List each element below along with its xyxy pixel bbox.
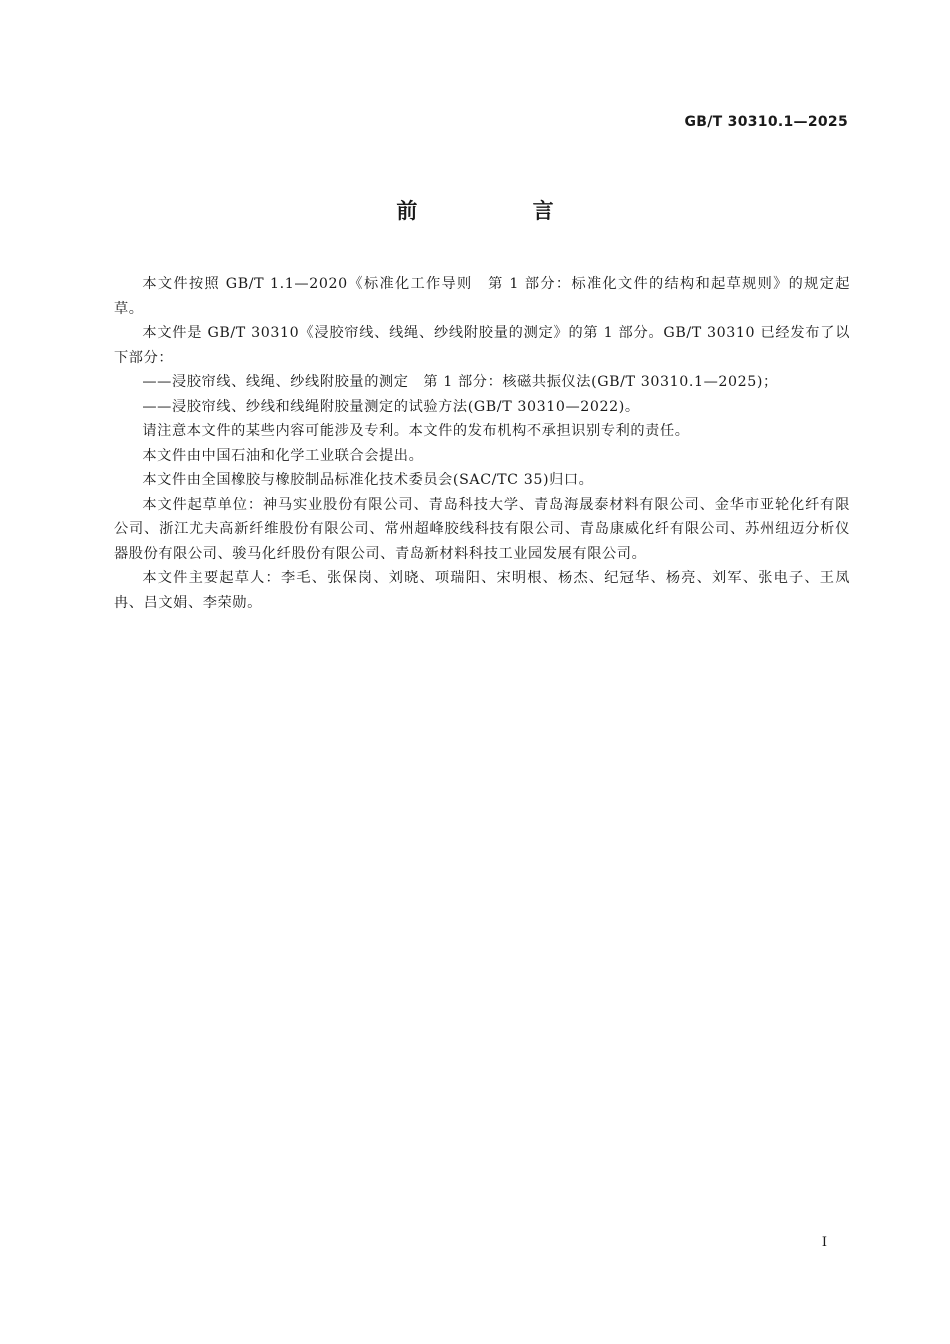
page-number: I — [821, 1235, 827, 1250]
paragraph-drafting-rules: 本文件按照 GB/T 1.1—2020《标准化工作导则 第 1 部分：标准化文件的结构和起草规则》的规定起草。 — [114, 276, 850, 317]
paragraph-part-1: ——浸胶帘线、线绳、纱线附胶量的测定 第 1 部分：核磁共振仪法(GB/T 30310.1—2025)； — [142, 374, 778, 390]
page-title: 前 言 — [396, 199, 608, 223]
paragraph-drafting-units: 本文件起草单位：神马实业股份有限公司、青岛科技大学、青岛海晟泰材料有限公司、金华市亚轮化纤有限公司、浙江尤夫高新纤维股份有限公司、常州超峰胶线科技有限公司、青岛康威化纤有限公司、苏州纽迈分析仪器股份有限公司、骏马化纤股份有限公司、青岛新材料科技工业园发展有限公司。 — [114, 496, 850, 562]
paragraph-proposed-by: 本文件由中国石油和化学工业联合会提出。 — [142, 447, 424, 464]
paragraph-patent-notice: 请注意本文件的某些内容可能涉及专利。本文件的发布机构不承担识别专利的责任。 — [142, 423, 690, 439]
paragraph-drafters: 本文件主要起草人：李毛、张保岗、刘晓、项瑞阳、宋明根、杨杰、纪冠华、杨亮、刘军、张电子、王凤冉、吕文娟、李荣勋。 — [114, 570, 850, 611]
paragraph-series-intro: 本文件是 GB/T 30310《浸胶帘线、线绳、纱线附胶量的测定》的第 1 部分。GB/T 30310 已经发布了以下部分： — [114, 325, 850, 366]
paragraph-centralized-by: 本文件由全国橡胶与橡胶制品标准化技术委员会(SAC/TC 35)归口。 — [142, 472, 594, 488]
paragraph-part-2022: ——浸胶帘线、纱线和线绳附胶量测定的试验方法(GB/T 30310—2022)。 — [142, 398, 640, 415]
document-code: GB/T 30310.1—2025 — [684, 114, 848, 130]
foreword-body — [114, 272, 850, 615]
